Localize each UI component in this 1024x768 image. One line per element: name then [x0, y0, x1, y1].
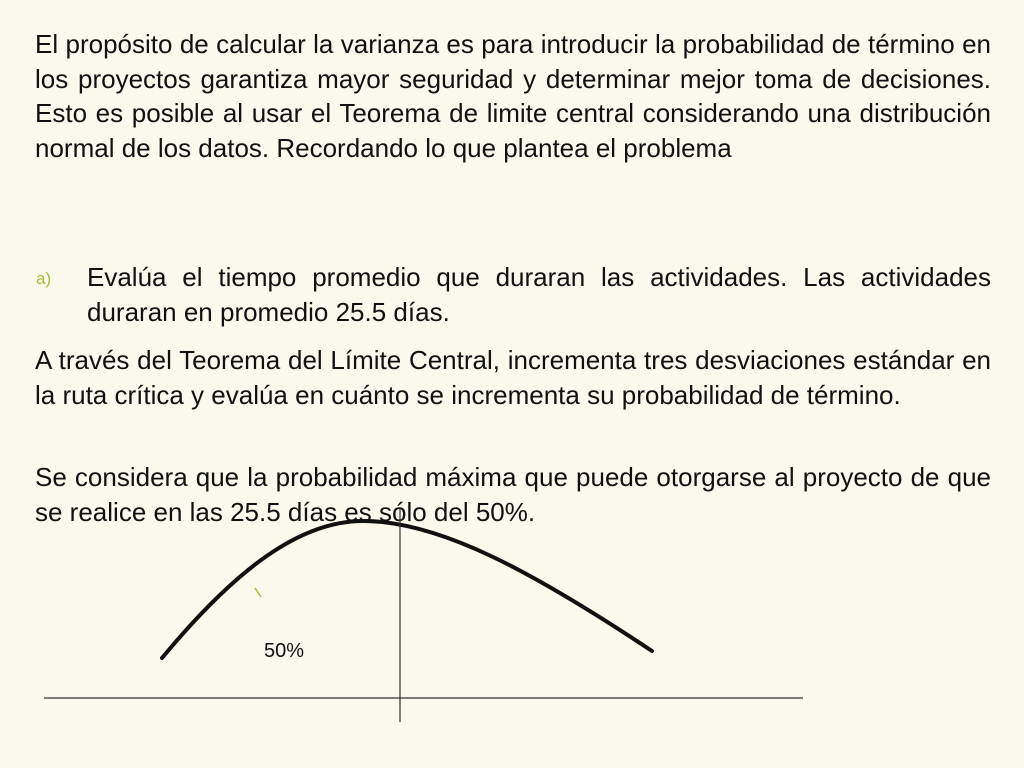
list-item-a	[35, 260, 991, 329]
accent-tick	[255, 588, 261, 597]
intro-paragraph: El propósito de calcular la varianza es para introducir la probabilidad de término en los proyectos garantiza mayor seguridad y determinar mejor toma de decisiones. Esto es posible al usar el Teorema de limite central considerando una distribución normal de los datos. Recordando lo que plantea el problema	[35, 29, 991, 163]
list-item-text: Evalúa el tiempo promedio que duraran las actividades. Las actividades duraran en promedio 25.5 días.	[87, 262, 991, 327]
probability-label: 50%	[264, 640, 305, 662]
bell-curve	[162, 521, 652, 658]
teorema-paragraph: A través del Teorema del Límite Central, incrementa tres desviaciones estándar en la ruta crítica y evalúa en cuánto se incrementa su probabilidad de término.	[35, 345, 991, 410]
probability-paragraph: Se considera que la probabilidad máxima que puede otorgarse al proyecto de que se realice en las 25.5 días es sólo del 50%.	[35, 462, 991, 527]
normal-distribution-sketch	[0, 500, 1024, 740]
list-marker: a)	[36, 269, 52, 288]
